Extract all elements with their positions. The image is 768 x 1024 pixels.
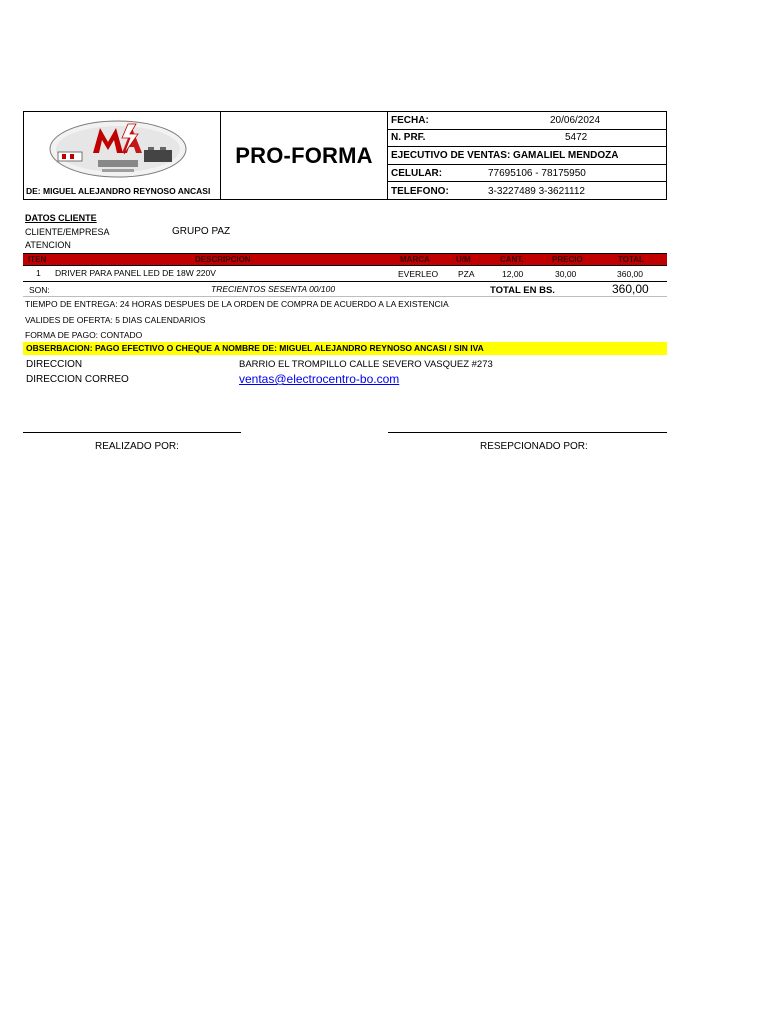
th-descripcion: DESCRIPCION <box>195 255 251 264</box>
row-precio: 30,00 <box>555 269 577 279</box>
forma-pago: FORMA DE PAGO: CONTADO <box>25 330 143 340</box>
ejecutivo-row <box>388 146 666 165</box>
tiempo-entrega: TIEMPO DE ENTREGA: 24 HORAS DESPUES DE LA ORDEN DE COMPRA DE ACUERDO A LA EXISTENCIA <box>25 299 449 309</box>
datos-cliente-title: DATOS CLIENTE <box>25 213 97 223</box>
table-header <box>23 253 667 266</box>
row-um: PZA <box>458 269 475 279</box>
telefono-label: TELEFONO: <box>391 186 449 197</box>
th-cant: CANT. <box>500 255 524 264</box>
celular-value: 77695106 - 78175950 <box>488 168 586 179</box>
son-label: SON: <box>29 285 50 295</box>
th-total: TOTAL <box>618 255 644 264</box>
atencion-label: ATENCION <box>25 240 71 250</box>
row-cant: 12,00 <box>502 269 524 279</box>
nprf-row <box>388 129 666 147</box>
th-item: ITEN <box>28 255 47 264</box>
table-row <box>23 266 667 280</box>
th-marca: MARCA <box>400 255 430 264</box>
fecha-label: FECHA: <box>391 115 429 126</box>
nprf-value: 5472 <box>565 132 588 143</box>
direccion-label: DIRECCION <box>26 359 83 370</box>
info-cell <box>388 112 666 199</box>
row-descripcion: DRIVER PARA PANEL LED DE 18W 220V <box>55 268 216 278</box>
th-precio: PRECIO <box>552 255 583 264</box>
celular-label: CELULAR: <box>391 168 443 179</box>
correo-link[interactable]: ventas@electrocentro-bo.com <box>239 372 400 386</box>
total-value: 360,00 <box>612 282 649 296</box>
observacion-text: OBSERBACION: PAGO EFECTIVO O CHEQUE A NOMBRE DE: MIGUEL ALEJANDRO REYNOSO ANCASI / SIN IVA <box>26 343 484 353</box>
row-total: 360,00 <box>617 269 643 279</box>
signature-line-realizado <box>23 432 241 433</box>
recepcionado-label: RESEPCIONADO POR: <box>480 441 588 452</box>
telefono-row <box>388 181 666 198</box>
realizado-label: REALIZADO POR: <box>95 441 179 452</box>
cliente-empresa-value: GRUPO PAZ <box>172 226 231 237</box>
direccion-value: BARRIO EL TROMPILLO CALLE SEVERO VASQUEZ #273 <box>239 359 493 370</box>
title-cell <box>221 112 388 199</box>
totals-border <box>23 296 667 297</box>
observacion-bar <box>23 342 667 355</box>
row-item: 1 <box>36 268 41 278</box>
table-bottom-border <box>23 281 667 282</box>
validez-oferta: VALIDES DE OFERTA: 5 DIAS CALENDARIOS <box>25 315 206 325</box>
nprf-label: N. PRF. <box>391 132 426 143</box>
correo-label: DIRECCION CORREO <box>26 374 129 385</box>
total-label: TOTAL EN BS. <box>490 285 555 296</box>
signature-line-recepcionado <box>388 432 667 433</box>
ejecutivo-label: EJECUTIVO DE VENTAS: GAMALIEL MENDOZA <box>391 150 619 161</box>
row-marca: EVERLEO <box>398 269 439 279</box>
fecha-value: 20/06/2024 <box>550 115 601 126</box>
son-value: TRECIENTOS SESENTA 00/100 <box>211 284 336 294</box>
th-um: U/M <box>456 255 471 264</box>
fecha-row <box>388 112 666 130</box>
header-box <box>23 111 667 200</box>
celular-row <box>388 164 666 182</box>
document-title: PRO-FORMA <box>235 142 373 168</box>
logo-cell <box>24 112 221 199</box>
telefono-value: 3-3227489 3-3621112 <box>488 186 585 197</box>
cliente-empresa-label: CLIENTE/EMPRESA <box>25 227 110 237</box>
issuer-name: DE: MIGUEL ALEJANDRO REYNOSO ANCASI <box>26 186 211 196</box>
company-logo <box>38 116 198 182</box>
